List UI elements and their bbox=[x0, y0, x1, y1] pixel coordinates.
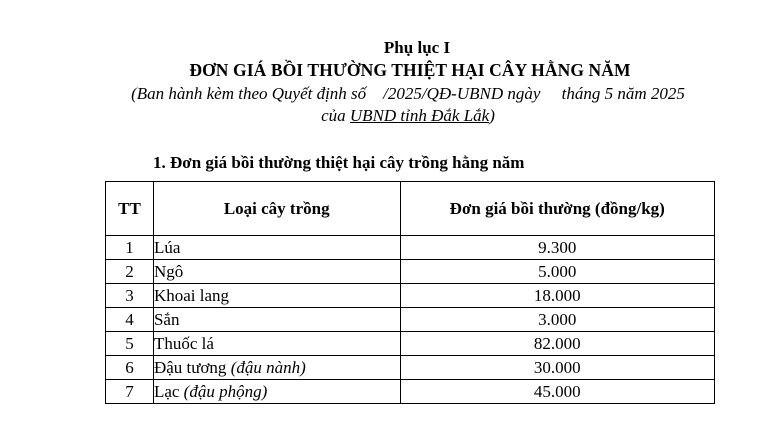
crop-name-cell bbox=[153, 332, 400, 356]
price-cell: 5.000 bbox=[400, 260, 715, 284]
compensation-rate-table bbox=[105, 181, 715, 404]
row-number: 6 bbox=[106, 356, 154, 380]
crop-alt-name: (đậu nành) bbox=[230, 358, 306, 377]
crop-name-cell bbox=[153, 260, 400, 284]
appendix-label: Phụ lục I bbox=[383, 38, 451, 57]
table-header-row bbox=[106, 182, 715, 236]
table-row bbox=[106, 308, 715, 332]
table-row bbox=[106, 236, 715, 260]
table-row bbox=[106, 284, 715, 308]
column-header-crop: Loại cây trồng bbox=[153, 182, 400, 236]
crop-name-cell bbox=[153, 308, 400, 332]
table-row bbox=[106, 332, 715, 356]
table-row bbox=[106, 380, 715, 404]
row-number: 1 bbox=[106, 236, 154, 260]
row-number: 4 bbox=[106, 308, 154, 332]
row-number: 3 bbox=[106, 284, 154, 308]
authority-prefix: của bbox=[321, 106, 350, 125]
crop-name: Lạc bbox=[153, 382, 184, 401]
authority-suffix: ) bbox=[489, 106, 495, 125]
price-cell: 3.000 bbox=[400, 308, 715, 332]
row-number: 2 bbox=[106, 260, 154, 284]
price-cell: 45.000 bbox=[400, 380, 715, 404]
crop-name: Lúa bbox=[153, 238, 181, 257]
issued-by-line: (Ban hành kèm theo Quyết định số /2025/QĐ-UBND ngày tháng 5 năm 2025 bbox=[131, 84, 685, 103]
column-header-price: Đơn giá bồi thường (đồng/kg) bbox=[400, 182, 715, 236]
authority-line bbox=[24, 106, 768, 126]
price-cell: 30.000 bbox=[400, 356, 715, 380]
crop-name: Khoai lang bbox=[153, 286, 230, 305]
row-number: 7 bbox=[106, 380, 154, 404]
table-row bbox=[106, 356, 715, 380]
crop-name-cell bbox=[153, 380, 400, 404]
section-heading: 1. Đơn giá bồi thường thiệt hại cây trồng hằng năm bbox=[153, 153, 525, 172]
crop-name: Sắn bbox=[153, 310, 180, 329]
authority-name: UBND tỉnh Đắk Lắk bbox=[349, 106, 490, 125]
crop-name: Đậu tương bbox=[153, 358, 231, 377]
crop-name-cell bbox=[153, 236, 400, 260]
document-title: ĐƠN GIÁ BỒI THƯỜNG THIỆT HẠI CÂY HẰNG NĂM bbox=[189, 60, 631, 80]
price-cell: 18.000 bbox=[400, 284, 715, 308]
crop-name: Ngô bbox=[153, 262, 184, 281]
crop-name-cell bbox=[153, 356, 400, 380]
price-cell: 9.300 bbox=[400, 236, 715, 260]
crop-name: Thuốc lá bbox=[153, 334, 214, 353]
row-number: 5 bbox=[106, 332, 154, 356]
table-row bbox=[106, 260, 715, 284]
column-header-tt: TT bbox=[106, 182, 154, 236]
crop-alt-name: (đậu phộng) bbox=[183, 382, 268, 401]
crop-name-cell bbox=[153, 284, 400, 308]
price-cell: 82.000 bbox=[400, 332, 715, 356]
